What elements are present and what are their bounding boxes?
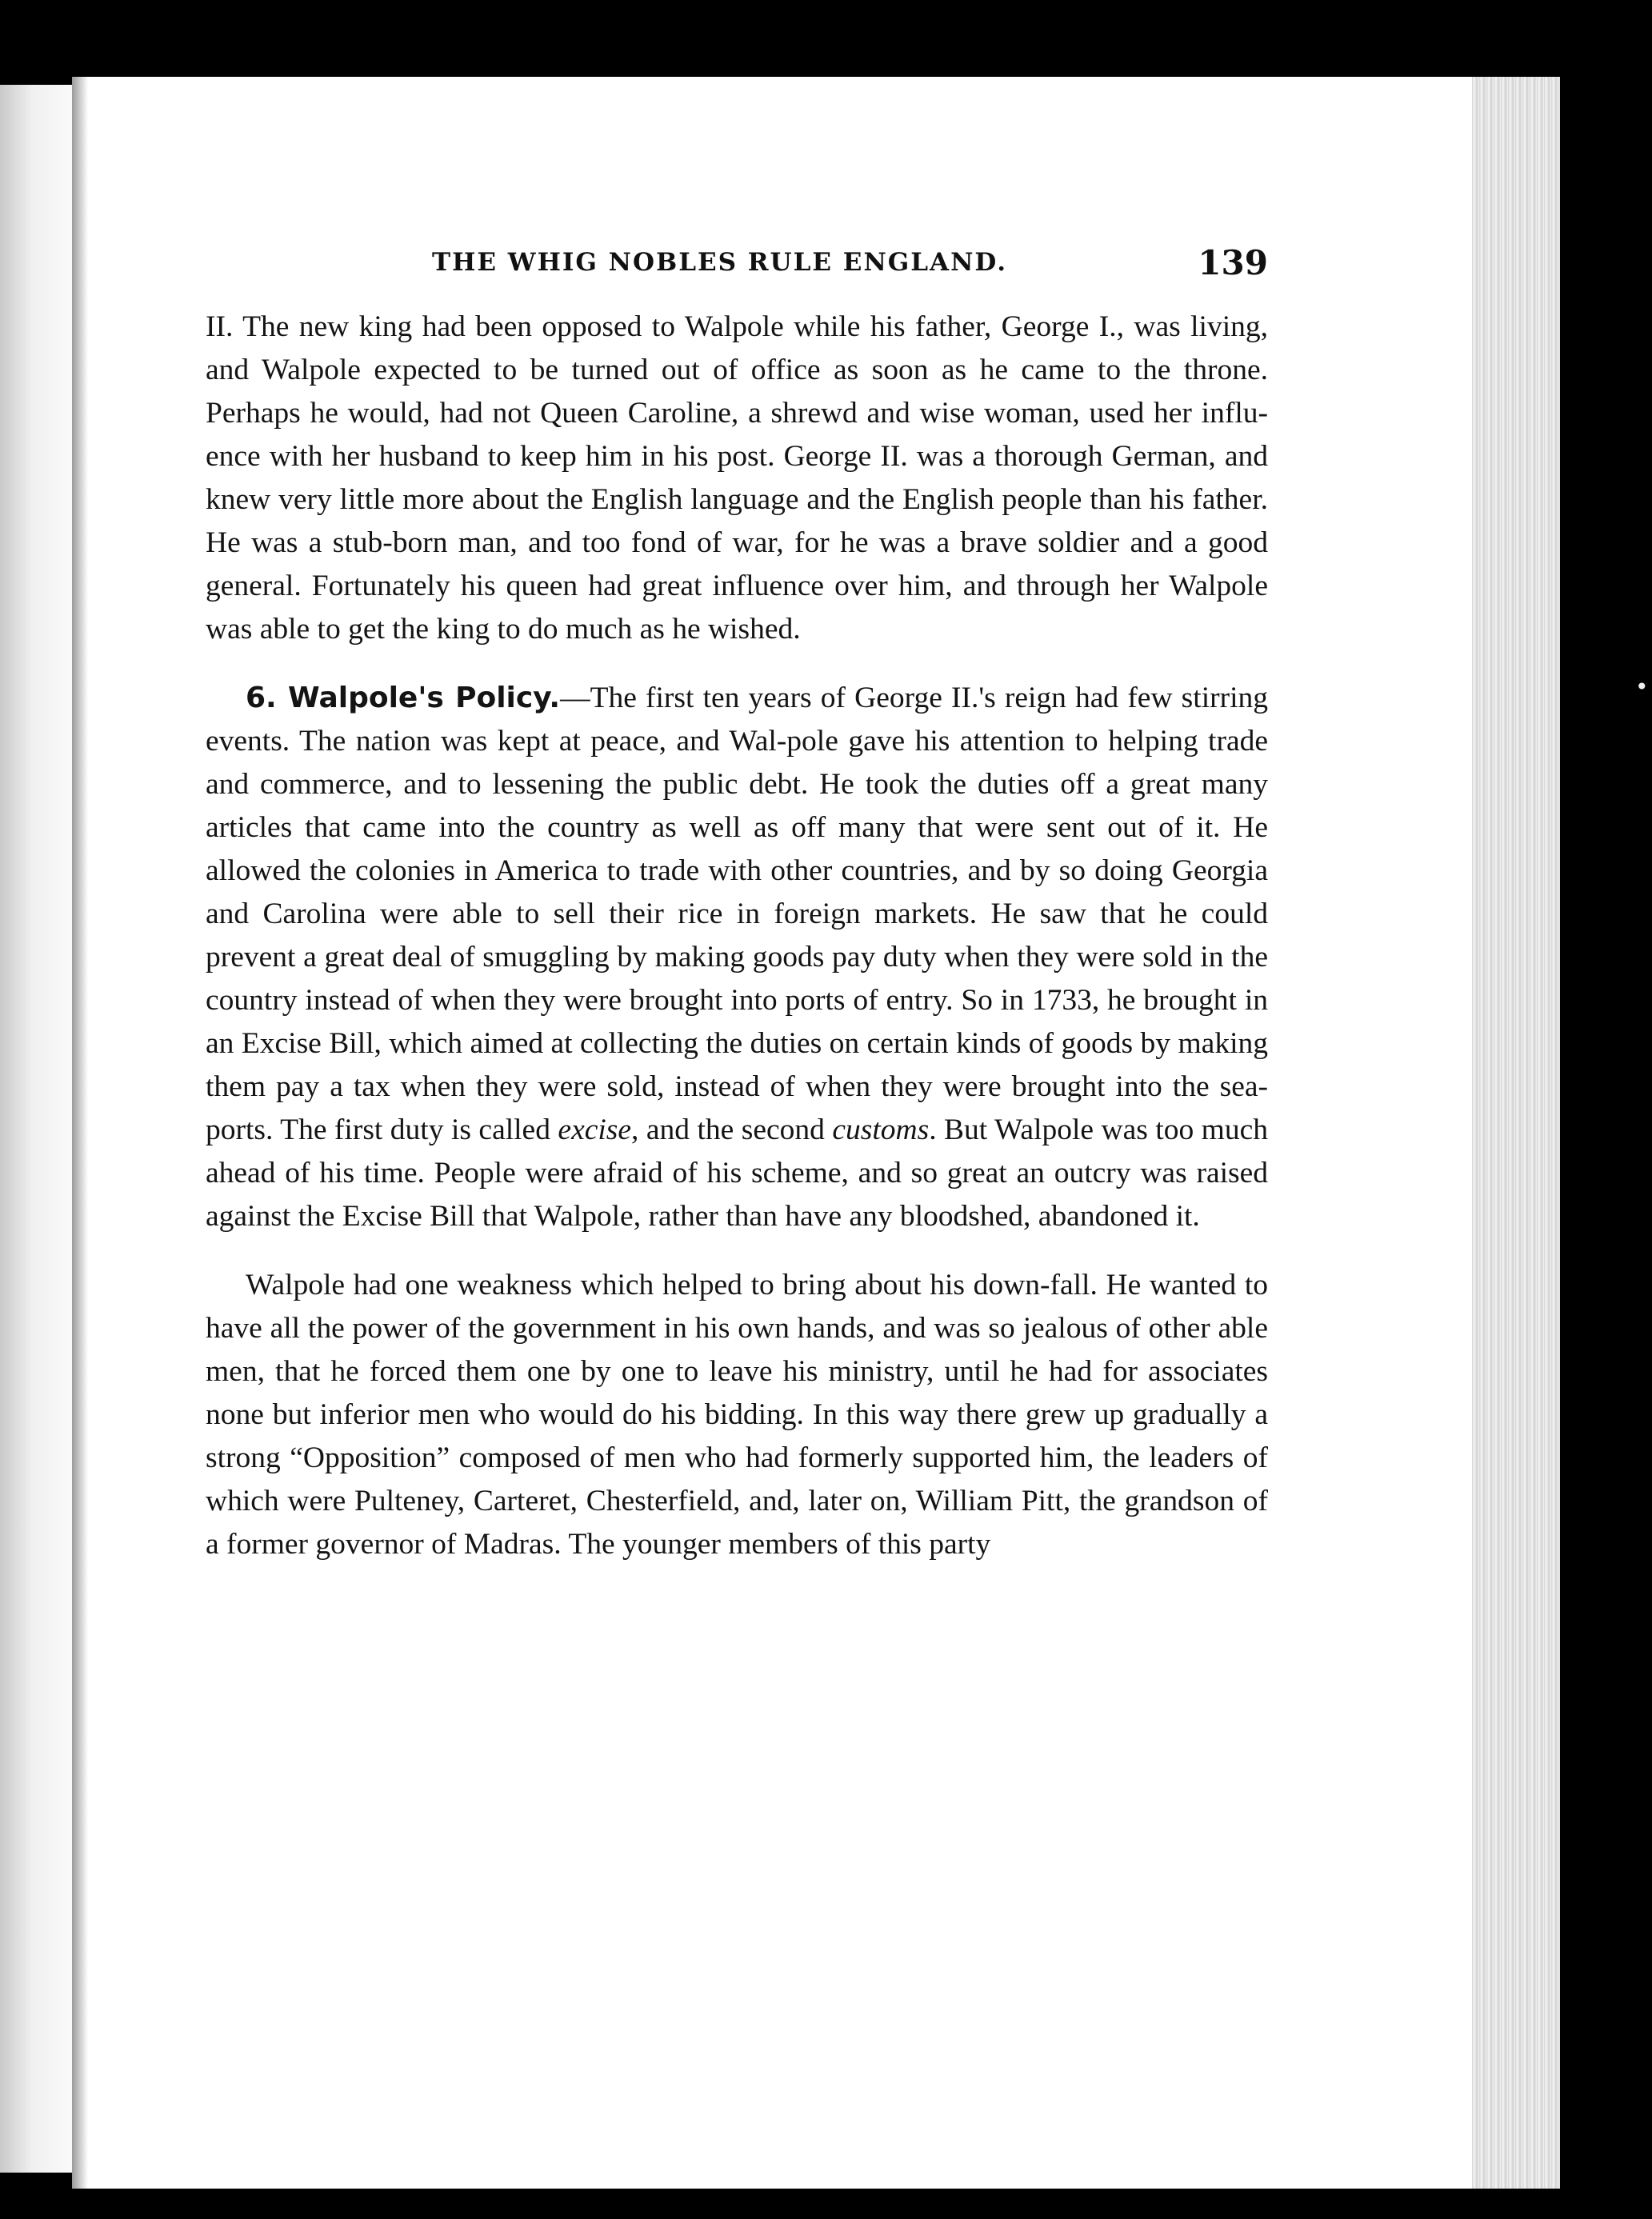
body-text <box>206 306 1268 1566</box>
scan-speck: • <box>1635 674 1649 700</box>
page-number: 139 <box>1198 243 1268 282</box>
paragraph-2-text: —The first ten years of George II.'s reign had few stirring events. The nation was kept at peace, and Wal-pole gave his attention to helping trade and commerce, and to lessening the public debt. He took the duties off a great many articles that came into the country as well as off many that were sent out of it. He allowed the colonies in America to trade with other countries, and by so doing Georgia and Carolina were able to sell their rice in foreign markets. He saw that he could prevent a great deal of smuggling by making goods pay duty when they were sold in the country instead of when they were brought into ports of entry. So in 1733, he brought in an Excise Bill, which aimed at collecting the duties on certain kinds of goods by making them pay a tax when they were sold, instead of when they were brought into the sea-ports. The first duty is called <box>206 682 1269 1146</box>
paragraph-2-text-end: . But Walpole was too much ahead of his time. People were afraid of his scheme, and so great an outcry was raised against the Excise Bill that Walpole, rather than have any bloodshed, abandoned it. <box>206 1113 1268 1233</box>
term-excise: excise <box>558 1113 632 1146</box>
paragraph-2-text-mid: , and the second <box>631 1113 833 1146</box>
paragraph-2 <box>206 677 1268 1238</box>
running-header <box>432 243 1268 282</box>
gutter-shadow <box>72 77 88 2189</box>
running-title: THE WHIG NOBLES RULE ENGLAND. <box>432 248 1008 277</box>
term-customs: customs <box>832 1113 930 1146</box>
facing-page-edge <box>0 85 72 2173</box>
page-block-edge <box>1472 77 1560 2189</box>
paragraph-1: II. The new king had been opposed to Walpole while his father, George I., was living, and Walpole expected to be turned out of office as soon as he came to the throne. Perhaps he would, had not Queen Caroline, a shrewd and wise woman, used her influ-ence with her husband to keep him in his post. George II. was a thorough German, and knew very little more about the English language and the English people than his father. He was a stub-born man, and too fond of war, for he was a brave soldier and a good general. Fortunately his queen had great influence over him, and through her Walpole was able to get the king to do much as he wished. <box>206 310 1268 646</box>
paragraph-3: Walpole had one weakness which helped to bring about his down-fall. He wanted to have all the power of the government in his own hands, and was so jealous of other able men, that he forced them one by one to leave his ministry, until he had for associates none but inferior men who would do his bidding. In this way there grew up gradually a strong “Opposition” composed of men who had formerly supported him, the leaders of which were Pulteney, Carteret, Chesterfield, and, later on, William Pitt, the grandson of a former governor of Madras. The younger members of this party <box>206 1269 1268 1561</box>
section-heading: 6. Walpole's Policy. <box>246 682 561 714</box>
